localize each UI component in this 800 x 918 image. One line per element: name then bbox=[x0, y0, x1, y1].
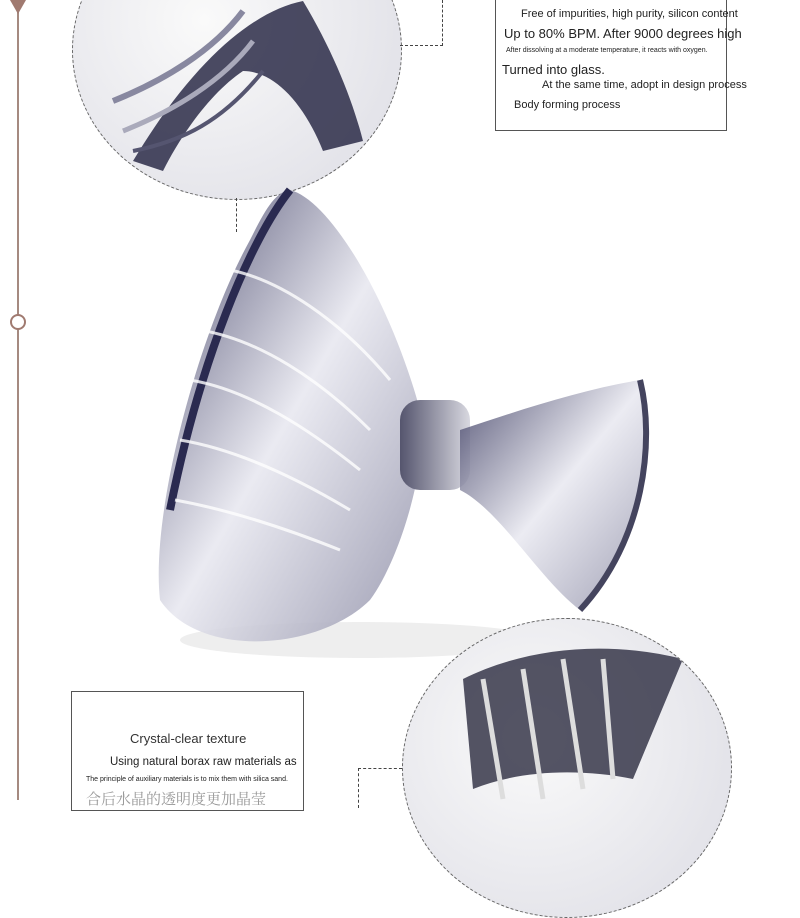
detail-circle-top bbox=[72, 0, 402, 200]
info-text: 合后水晶的透明度更加晶莹 bbox=[86, 791, 267, 808]
info-text: Body forming process bbox=[514, 99, 621, 111]
info-text: The principle of auxiliary materials is to mix them with silica sand. bbox=[86, 776, 288, 783]
location-pin-icon bbox=[10, 0, 26, 14]
connector-line bbox=[358, 768, 359, 808]
box-title: Crystal-clear texture bbox=[130, 731, 247, 746]
connector-line bbox=[442, 0, 443, 46]
info-text: Up to 80% BPM. After 9000 degrees high bbox=[504, 26, 742, 41]
info-text: After dissolving at a moderate temperature, it reacts with oxygen. bbox=[506, 47, 708, 54]
process-info-box bbox=[495, 0, 747, 131]
connector-line bbox=[358, 768, 402, 769]
glass-detail-image bbox=[403, 619, 731, 917]
glass-detail-image bbox=[73, 0, 401, 199]
detail-circle-bottom bbox=[402, 618, 732, 918]
info-text: Free of impurities, high purity, silicon content bbox=[521, 8, 738, 20]
texture-info-box bbox=[71, 691, 304, 811]
timeline-node-icon bbox=[10, 314, 26, 330]
connector-line bbox=[400, 45, 443, 46]
info-text: At the same time, adopt in design process bbox=[542, 79, 747, 91]
timeline-line bbox=[17, 0, 19, 800]
info-text: Turned into glass. bbox=[502, 62, 605, 77]
glass-dessert-cup-image bbox=[140, 180, 670, 680]
info-text: Using natural borax raw materials as bbox=[110, 756, 297, 768]
